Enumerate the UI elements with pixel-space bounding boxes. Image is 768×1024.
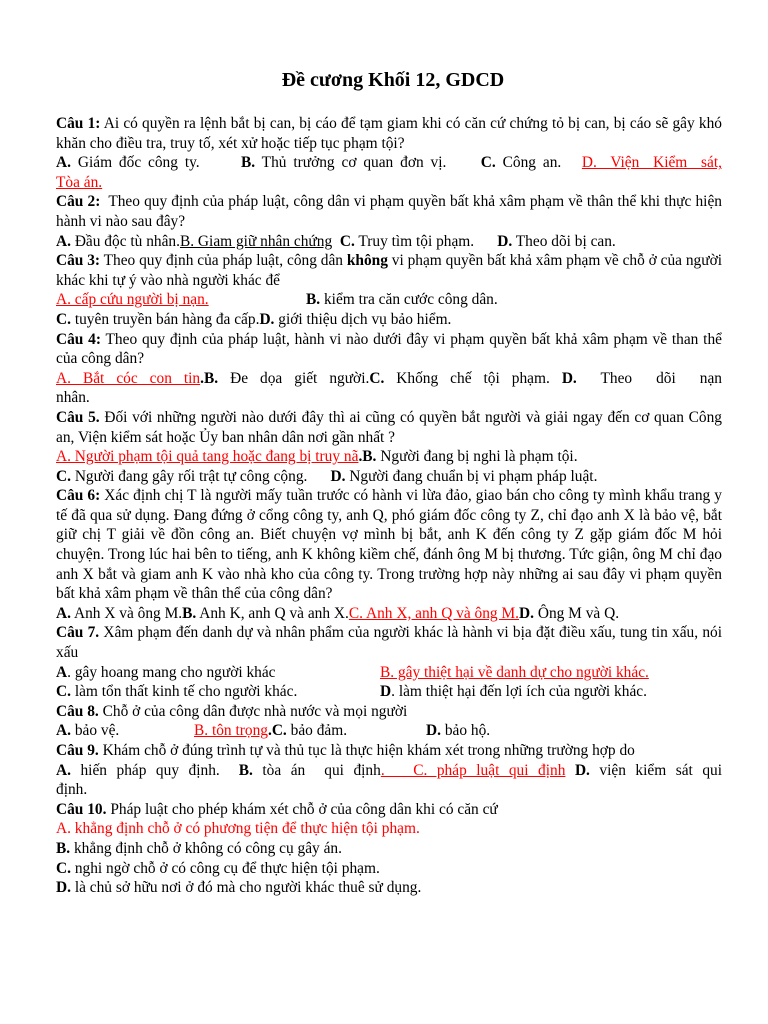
option-d: Theo dõi nạn xyxy=(588,369,722,387)
answer-options-row xyxy=(56,153,722,173)
question-9-text xyxy=(56,741,722,761)
question-6-text xyxy=(56,486,722,604)
option-letter: A. xyxy=(56,761,71,779)
option-a-cell xyxy=(56,721,194,741)
option-b: Anh K, anh Q và anh X. xyxy=(196,604,349,622)
answer-option-c xyxy=(56,859,722,879)
option-letter: B. xyxy=(182,604,197,622)
answer-options-row xyxy=(56,369,722,389)
question-8-text xyxy=(56,702,722,722)
question-label: Câu 8. xyxy=(56,702,99,720)
option-letter: D xyxy=(380,683,392,701)
option-c-cell xyxy=(56,682,380,702)
question-4-text xyxy=(56,330,722,369)
correct-answer-c: C. Anh X, anh Q và ông M. xyxy=(348,604,520,622)
correct-answer-c: . C. pháp luật qui định xyxy=(380,761,566,779)
emphasis-word: không xyxy=(346,252,388,270)
question-stem: Chỗ ở của công dân được nhà nước và mọi người xyxy=(98,702,408,720)
correct-answer-a: A. Người phạm tội quả tang hoặc đang bị truy nã xyxy=(56,448,359,466)
answer-options-row xyxy=(56,604,722,624)
option-c: bảo đảm. xyxy=(286,722,348,740)
option-c: Truy tìm tội phạm. xyxy=(354,232,494,250)
correct-answer-b: B. gây thiệt hại về danh dự cho người khác. xyxy=(380,663,649,681)
option-letter: B. xyxy=(56,839,71,857)
option-d-cont: định. xyxy=(56,781,88,799)
option-letter: A. xyxy=(56,604,71,622)
option-a: bảo vệ. xyxy=(70,722,120,740)
option-d: giới thiệu dịch vụ bảo hiểm. xyxy=(274,310,452,328)
option-d: viện kiểm sát qui xyxy=(589,761,722,779)
option-c: nghi ngờ chỗ ở có công cụ để thực hiện tội phạm. xyxy=(70,859,380,877)
option-b: kiểm tra căn cước công dân. xyxy=(320,291,498,309)
question-3 xyxy=(56,251,722,329)
question-7 xyxy=(56,623,722,701)
question-label: Câu 2: xyxy=(56,193,101,211)
answer-options-row xyxy=(56,232,722,252)
option-d: là chủ sở hữu nơi ở đó mà cho người khác thuê sử dụng. xyxy=(70,879,422,897)
option-d-cell xyxy=(380,682,647,702)
option-d: Người đang chuẩn bị vi phạm pháp luật. xyxy=(345,467,598,485)
option-a: . gây hoang mang cho người khác xyxy=(67,663,276,681)
answer-options-row xyxy=(56,467,722,487)
option-c: Người đang gây rối trật tự công cộng. xyxy=(70,467,331,485)
option-letter: B. xyxy=(238,761,253,779)
option-letter: C. xyxy=(56,683,71,701)
option-b: Người đang bị nghi là phạm tội. xyxy=(376,448,578,466)
answer-options-row xyxy=(56,663,722,683)
answer-continuation xyxy=(56,388,722,408)
answer-continuation xyxy=(56,780,722,800)
document-page xyxy=(56,66,726,898)
answer-options-row xyxy=(56,290,722,310)
question-label: Câu 5. xyxy=(56,408,100,426)
option-b: Thủ trưởng cơ quan đơn vị. xyxy=(255,154,474,172)
document-title: Đề cương Khối 12, GDCD xyxy=(281,69,505,91)
question-stem-cont: vi phạm quyền bất khả xâm phạm về chỗ ở của người khác khi tự ý vào nhà người khác để xyxy=(56,252,722,289)
question-stem: Pháp luật cho phép khám xét chỗ ở của công dân khi có căn cứ xyxy=(106,800,498,818)
question-6 xyxy=(56,486,722,623)
option-letter: A. xyxy=(56,154,71,172)
option-letter: .C. xyxy=(267,722,287,740)
option-letter: B. xyxy=(240,154,256,172)
option-letter: D. xyxy=(259,310,275,328)
option-letter: A. xyxy=(56,232,71,250)
answer-options-row xyxy=(56,447,722,467)
option-d: bảo hộ. xyxy=(440,722,491,740)
question-8 xyxy=(56,702,722,741)
option-letter: .B. xyxy=(200,369,219,387)
question-1-text xyxy=(56,114,722,153)
option-a: Giám đốc công ty. xyxy=(70,154,235,172)
question-5 xyxy=(56,408,722,486)
question-7-text xyxy=(56,623,722,662)
answer-option-b xyxy=(56,839,722,859)
answer-options-row xyxy=(56,761,722,781)
question-10-text xyxy=(56,800,722,820)
option-letter: C. xyxy=(480,154,496,172)
question-label: Câu 6: xyxy=(56,487,101,505)
question-1 xyxy=(56,114,722,192)
question-9 xyxy=(56,741,722,800)
question-label: Câu 4: xyxy=(56,330,101,348)
option-letter: C. xyxy=(56,859,71,877)
option-letter: D. xyxy=(426,722,441,740)
option-a: Anh X và ông M. xyxy=(70,604,183,622)
option-letter: A xyxy=(56,663,68,681)
question-2-text xyxy=(56,192,726,231)
option-a-cell xyxy=(56,663,380,683)
option-letter: C. xyxy=(339,232,355,250)
option-a: Đầu độc tù nhân. xyxy=(70,232,180,250)
question-5-text xyxy=(56,408,722,447)
option-c: làm tổn thất kinh tế cho người khác. xyxy=(70,683,298,701)
correct-answer-a: A. khẳng định chỗ ở có phương tiện để thực hiện tội phạm. xyxy=(56,820,420,838)
question-label: Câu 3: xyxy=(56,252,101,270)
question-stem: Theo quy định của pháp luật, công dân xyxy=(100,252,347,270)
option-d: Theo dõi bị can. xyxy=(512,232,616,250)
correct-answer-d-cont: Tòa án. xyxy=(56,173,103,191)
question-label: Câu 7. xyxy=(56,624,100,642)
question-stem: Theo quy định của pháp luật, hành vi nào dưới đây vi phạm quyền bất khả xâm phạm về than thể của công dân? xyxy=(56,330,722,368)
question-stem: Xác định chị T là người mấy tuần trước có hành vi lừa đảo, giao bán cho công ty mình khẩu trang y tế đã qua sử dụng. Đang đứng ở cổng công ty, anh Q, phó giám đốc công ty Z, chỉ đạo anh X là bảo vệ, bắt giữ chị T giải về đồn công an. Biết chuyện vợ mình bị bắt, anh K đến công ty Z gặp giám đốc M hỏi chuyện. Trong lúc hai bên to tiếng, anh K không kiềm chế, đánh ông M bị thương. Tức giận, ông M chỉ đạo anh X bắt và giam anh K vào nhà kho của công ty. Trong trường hợp này những ai sau đây vi phạm quyền bất khả xâm phạm về thân thể của công dân? xyxy=(56,487,722,603)
option-letter: C. xyxy=(369,369,385,387)
correct-answer-a: A. Bắt cóc con tin xyxy=(56,369,201,387)
option-c: Công an. xyxy=(495,154,575,172)
question-stem: Ai có quyền ra lệnh bắt bị can, bị cáo để tạm giam khi có căn cứ chứng tỏ bị can, bị cáo sẽ gây khó khăn cho điều tra, truy tố, xét xử hoặc tiếp tục phạm tội? xyxy=(56,115,722,152)
option-letter: A. xyxy=(56,722,71,740)
option-letter: D. xyxy=(519,604,534,622)
option-letter: D. xyxy=(56,879,71,897)
question-label: Câu 1: xyxy=(56,115,101,132)
option-letter: D. xyxy=(497,232,513,250)
option-letter: D. xyxy=(330,467,346,485)
correct-answer-b: B. tôn trọng xyxy=(194,722,268,740)
option-b-cell xyxy=(380,663,649,683)
option-d-cell xyxy=(426,721,490,741)
option-c: Khống chế tội phạm. xyxy=(384,369,550,387)
option-letter: C. xyxy=(56,310,71,328)
option-letter: B. xyxy=(306,291,321,309)
option-b-underlined: B. Giam giữ nhân chứng xyxy=(179,232,333,250)
option-b: Đe dọa giết người. xyxy=(218,369,370,387)
question-3-text xyxy=(56,251,722,290)
option-letter: .B. xyxy=(358,448,377,466)
question-label: Câu 9. xyxy=(56,742,99,759)
correct-answer-d: D. Viện Kiểm sát, xyxy=(581,154,722,172)
option-letter: D. xyxy=(574,761,590,779)
question-stem: Theo quy định của pháp luật, công dân vi phạm quyền bất khả xâm phạm về thân thể khi thực hiện hành vi nào sau đây? xyxy=(56,193,726,230)
option-a-cell xyxy=(56,290,306,310)
option-b: tòa án qui định xyxy=(252,761,381,779)
option-letter: D. xyxy=(561,369,577,387)
answer-continuation xyxy=(56,173,722,193)
question-4 xyxy=(56,330,722,408)
option-d: . làm thiệt hại đến lợi ích của người khác. xyxy=(391,683,647,701)
question-2 xyxy=(56,192,726,251)
option-bc-cell xyxy=(194,721,426,741)
answer-options-row xyxy=(56,682,722,702)
question-stem: Đối với những người nào dưới đây thì ai cũng có quyền bắt người và giải ngay đến cơ quan Công an, Viện kiểm sát hoặc Ủy ban nhân dân nơi gần nhất ? xyxy=(56,408,722,446)
correct-answer-a: A. cấp cứu người bị nạn. xyxy=(56,291,209,309)
question-stem: Xâm phạm đến danh dự và nhân phẩm của người khác là hành vi bịa đặt điều xấu, tung tin xấu, nói xấu xyxy=(56,624,722,662)
question-10 xyxy=(56,800,722,898)
question-label: Câu 10. xyxy=(56,800,107,818)
answer-options-row xyxy=(56,310,722,330)
question-stem: Khám chỗ ở đúng trình tự và thủ tục là thực hiện khám xét trong những trường hợp do xyxy=(98,742,635,759)
answer-option-d xyxy=(56,878,722,898)
option-letter: C. xyxy=(56,467,71,485)
option-b-cell xyxy=(306,290,498,310)
option-a: hiến pháp quy định. xyxy=(70,761,239,779)
option-c: tuyên truyền bán hàng đa cấp. xyxy=(70,310,260,328)
option-d: Ông M và Q. xyxy=(533,604,620,622)
option-b: khẳng định chỗ ở không có công cụ gây án. xyxy=(70,839,342,857)
option-d-cont: nhân. xyxy=(56,389,90,407)
answer-options-row xyxy=(56,721,722,741)
